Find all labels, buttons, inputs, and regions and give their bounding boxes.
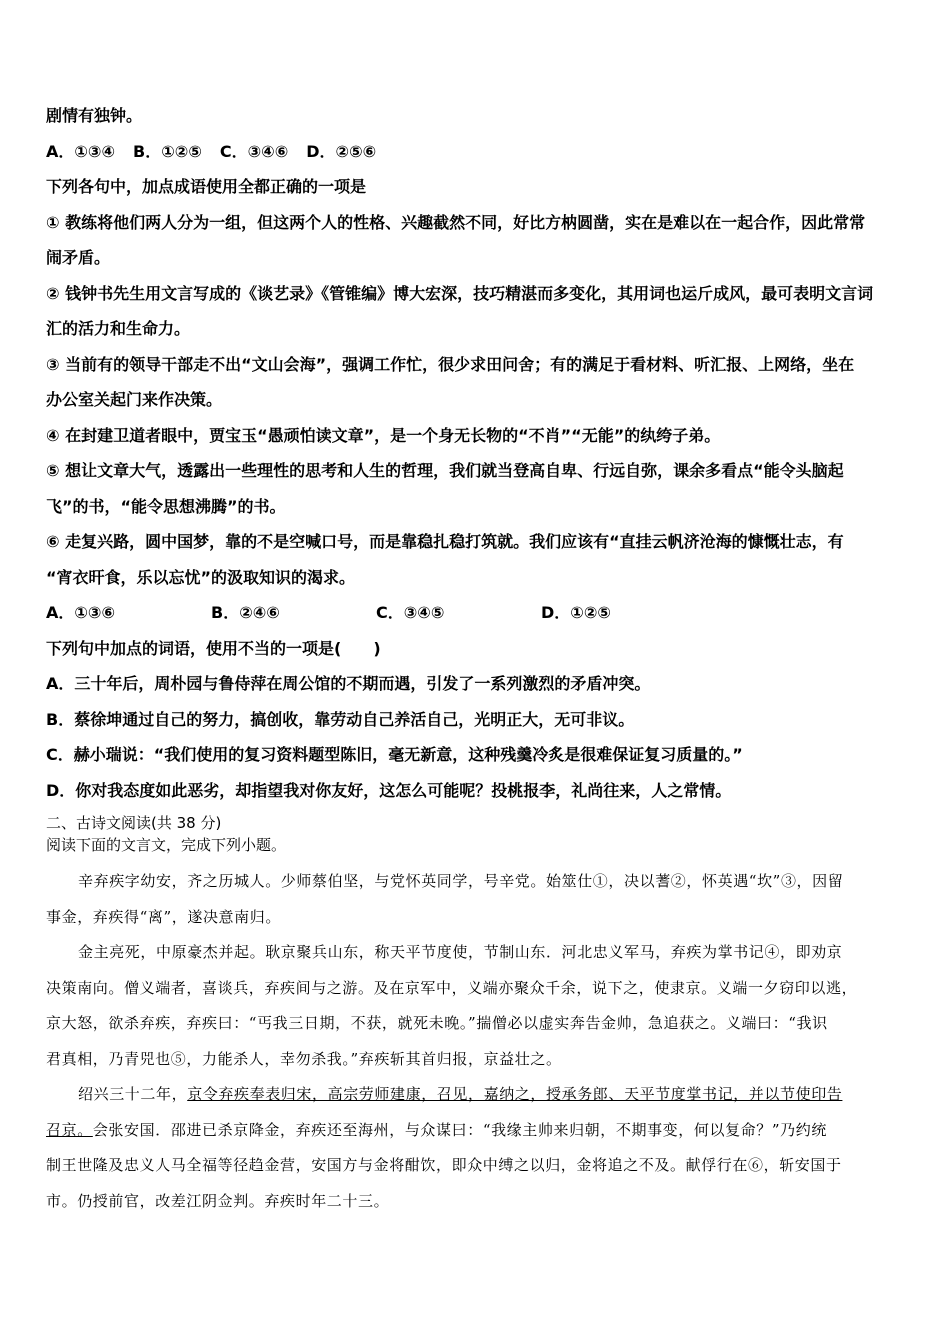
word-option-c: C．赫小瑞说：“我们使用的复习资料题型陈旧，毫无新意，这种残羹冷炙是很难保证复习质量的。” xyxy=(46,745,743,764)
document-page xyxy=(46,98,906,1219)
passage-p3-line1-plain: 绍兴三十二年， xyxy=(78,1085,188,1103)
prev-question-tail: 剧情有独钟。 xyxy=(46,106,143,125)
passage-p3-line2 xyxy=(46,1113,906,1149)
idiom-sentence-1: ① 教练将他们两人分为一组，但这两个人的性格、兴趣截然不同，好比方枘圆凿，实在是难以在一起合作，因此常常 xyxy=(46,212,866,232)
prev-question-options xyxy=(46,134,906,170)
idiom-sentence-2: ② 钱钟书先生用文言写成的《谈艺录》《管锥编》博大宏深，技巧精湛而多变化，其用词也运斤成风，最可表明文言词 xyxy=(46,283,874,303)
passage-p1-line1: 辛弃疾字幼安，齐之历城人。少师蔡伯坚，与党怀英同学，号辛党。始筮仕①，决以蓍②，怀英遇“坎”③，因留 xyxy=(78,872,844,890)
option-a: A．①③⑥ xyxy=(46,603,116,622)
underlined-sentence-end: 召京。 xyxy=(46,1120,93,1139)
word-question-stem: 下列句中加点的词语，使用不当的一项是( ) xyxy=(46,638,381,658)
idiom-sentence-3-cont: 办公室关起门来作决策。 xyxy=(46,390,223,409)
passage-p3-line4: 市。仍授前官，改差江阴佥判。弃疾时年二十三。 xyxy=(46,1191,390,1210)
passage-p1-line2: 事金，弃疾得“离”，遂决意南归。 xyxy=(46,907,281,926)
option-c: C．③④⑥ xyxy=(219,141,289,161)
idiom-sentence-3: ③ 当前有的领导干部走不出“文山会海”，强调工作忙，很少求田问舍；有的满足于看材料、听汇报、上网络，坐在 xyxy=(46,354,855,374)
idiom-sentence-5: ⑤ 想让文章大气，透露出一些理性的思考和人生的哲理，我们就当登高自卑、行远自弥，课余多看点“能令头脑起 xyxy=(46,461,844,480)
passage-p3-line3: 制王世隆及忠义人马全福等径趋金营，安国方与金将酣饮，即众中缚之以归，金将追之不及。献俘行在⑥，斩安国于 xyxy=(46,1156,842,1174)
option-a: A．①③④ xyxy=(46,141,116,161)
passage-p2-line2: 决策南向。僧义端者，喜谈兵，弃疾间与之游。及在京军中，义端亦聚众千余，说下之，使隶京。义端一夕窃印以逃， xyxy=(46,978,858,997)
idiom-sentence-6-cont: “宵衣旰食，乐以忘忧”的汲取知识的渴求。 xyxy=(46,567,356,587)
section-instruction: 阅读下面的文言文，完成下列小题。 xyxy=(46,836,287,854)
idiom-question-stem: 下列各句中，加点成语使用全都正确的一项是 xyxy=(46,177,367,196)
idiom-sentence-6: ⑥ 走复兴路，圆中国梦，靠的不是空喊口号，而是靠稳扎稳打筑就。我们应该有“直挂云帆济沧海的慷慨壮志，有 xyxy=(46,532,844,551)
option-c: C．③④⑤ xyxy=(376,603,445,622)
word-option-b: B．蔡徐坤通过自己的努力，搞创收，靠劳动自己养活自己，光明正大，无可非议。 xyxy=(46,709,635,729)
option-d: D．①②⑤ xyxy=(541,603,611,622)
passage-p3-line1 xyxy=(46,1077,906,1113)
idiom-sentence-1-cont: 闹矛盾。 xyxy=(46,248,111,267)
passage-p2-line4: 君真相，乃青兕也⑤，力能杀人，幸勿杀我。”弃疾斩其首归报，京益壮之。 xyxy=(46,1049,562,1068)
option-b: B．②④⑥ xyxy=(211,603,280,622)
option-d: D．②⑤⑥ xyxy=(306,141,377,161)
idiom-sentence-4: ④ 在封建卫道者眼中，贾宝玉“愚顽怕读文章”，是一个身无长物的“不肖”“无能”的纨绔子弟。 xyxy=(46,425,721,445)
idiom-sentence-5-cont: 飞”的书，“能令思想沸腾”的书。 xyxy=(46,496,286,516)
word-option-a: A．三十年后，周朴园与鲁侍萍在周公馆的不期而遇，引发了一系列激烈的矛盾冲突。 xyxy=(46,674,651,693)
idiom-question-options xyxy=(46,595,906,631)
underlined-sentence: 京令弃疾奉表归宋，高宗劳师建康，召见，嘉纳之，授承务郎、天平节度掌书记，并以节使印告 xyxy=(187,1085,843,1103)
passage-p3-line2-plain: 会张安国．邵进已杀京降金，弃疾还至海州，与众谋曰：“我缘主帅来归朝，不期事变，何以复命？”乃约统 xyxy=(92,1120,827,1139)
option-b: B．①②⑤ xyxy=(133,141,202,161)
passage-p2-line1: 金主亮死，中原豪杰并起。耿京聚兵山东，称天平节度使，节制山东．河北忠义军马，弃疾为掌书记④，即劝京 xyxy=(78,943,843,961)
section-title: 二、古诗文阅读(共 38 分) xyxy=(46,814,222,832)
idiom-sentence-2-cont: 汇的活力和生命力。 xyxy=(46,319,191,338)
passage-p2-line3: 京大怒，欲杀弃疾，弃疾曰：“丐我三日期，不获，就死未晚。”揣僧必以虚实奔告金帅，急追获之。义端曰：“我识 xyxy=(46,1014,828,1032)
word-option-d: D．你对我态度如此恶劣，却指望我对你友好，这怎么可能呢？投桃报李，礼尚往来，人之常情。 xyxy=(46,780,732,800)
